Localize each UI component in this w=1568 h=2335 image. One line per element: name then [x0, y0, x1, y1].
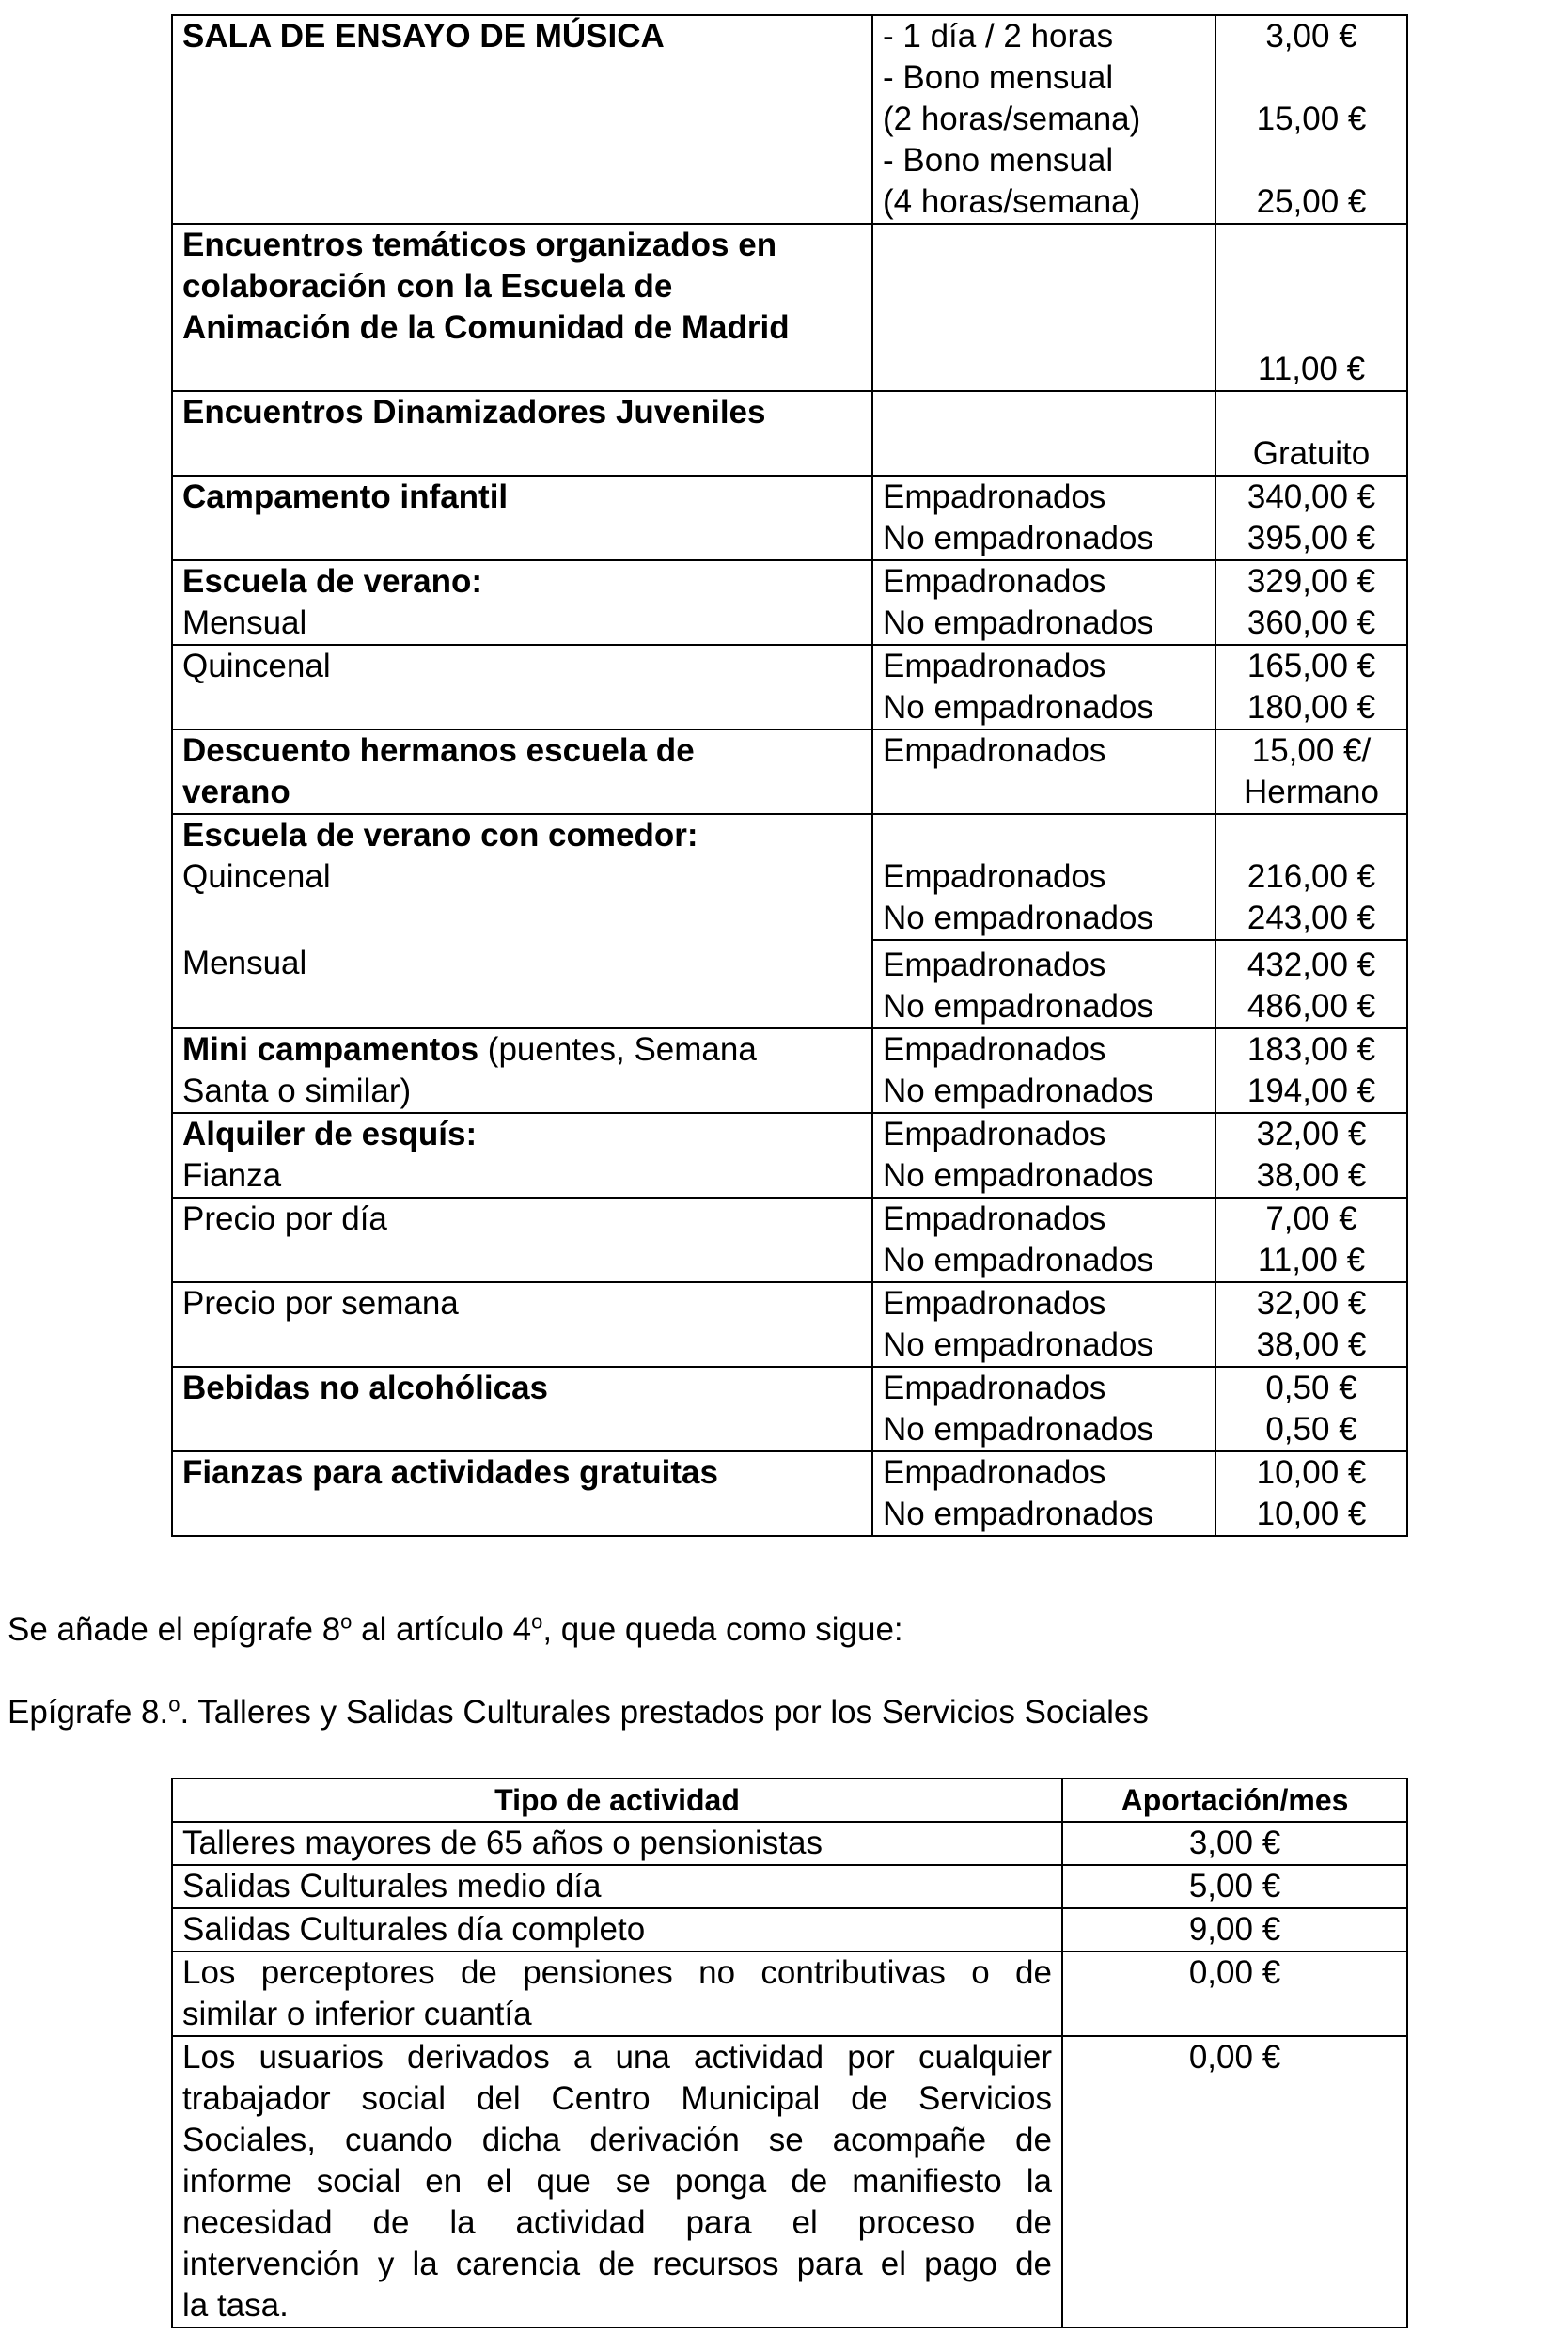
activity-cell: Los perceptores de pensiones no contributivas o de similar o inferior cuantía — [172, 1951, 1062, 2036]
activity-cell: Bebidas no alcohólicas — [172, 1367, 872, 1451]
condition-cell — [872, 391, 1215, 476]
table-row — [172, 1451, 1407, 1536]
amount-cell: 0,00 € — [1062, 1951, 1407, 2036]
condition-cell: Empadronados — [872, 729, 1215, 814]
condition-cell: Empadronados No empadronados — [872, 560, 1215, 645]
header-activity-type: Tipo de actividad — [172, 1779, 1062, 1822]
table-row — [172, 1908, 1407, 1951]
activity-cell: Mini campamentos (puentes, Semana Santa o similar) — [172, 1028, 872, 1113]
activity-cell: Los usuarios derivados a una actividad por cualquier trabajador social del Centro Municipal de Servicios Sociales, cuando dicha derivación se acompañe de informe social en el que se ponga de manifiesto la necesidad de la actividad para el proceso de intervención y la carencia de recursos para el pago de la tasa. — [172, 2036, 1062, 2327]
table-row — [172, 15, 1407, 224]
services-table — [171, 1778, 1408, 2328]
table-row — [172, 814, 1407, 1028]
table-row — [172, 645, 1407, 729]
price-cell: Gratuito — [1215, 391, 1407, 476]
amount-cell: 5,00 € — [1062, 1865, 1407, 1908]
table-row — [172, 560, 1407, 645]
table-row — [172, 1367, 1407, 1451]
condition-cell: Empadronados No empadronados — [872, 1367, 1215, 1451]
table-row — [172, 391, 1407, 476]
tariff-table — [171, 14, 1408, 1537]
activity-cell: Salidas Culturales día completo — [172, 1908, 1062, 1951]
activity-cell: Quincenal — [172, 645, 872, 729]
price-cell: 329,00 € 360,00 € — [1215, 560, 1407, 645]
price-cell: 7,00 € 11,00 € — [1215, 1198, 1407, 1282]
amount-cell: 9,00 € — [1062, 1908, 1407, 1951]
activity-cell: Escuela de verano: Mensual — [172, 560, 872, 645]
condition-cell: Empadronados No empadronados — [872, 1028, 1215, 1113]
activity-cell: Encuentros temáticos organizados en colaboración con la Escuela de Animación de la Comunidad de Madrid — [172, 224, 872, 391]
condition-cell: Empadronados No empadronados — [872, 645, 1215, 729]
table-row — [172, 1028, 1407, 1113]
activity-cell: Talleres mayores de 65 años o pensionistas — [172, 1822, 1062, 1865]
header-monthly-fee: Aportación/mes — [1062, 1779, 1407, 1822]
condition-cell: Empadronados No empadronados — [872, 476, 1215, 560]
table-header-row — [172, 1779, 1407, 1822]
price-cell: 183,00 € 194,00 € — [1215, 1028, 1407, 1113]
table-row — [172, 1951, 1407, 2036]
amendment-paragraph: Se añade el epígrafe 8$^o$ al artículo 4$^o$, que queda como sigue: — [8, 1609, 903, 1648]
activity-cell: SALA DE ENSAYO DE MÚSICA — [172, 15, 872, 224]
condition-cell: Empadronados No empadronados Empadronados No empadronados — [872, 814, 1215, 1028]
table-row — [172, 1198, 1407, 1282]
condition-cell: - 1 día / 2 horas - Bono mensual (2 horas/semana) - Bono mensual (4 horas/semana) — [872, 15, 1215, 224]
price-cell: 3,00 € 15,00 € 25,00 € — [1215, 15, 1407, 224]
condition-cell: Empadronados No empadronados — [872, 1451, 1215, 1536]
price-cell: 10,00 € 10,00 € — [1215, 1451, 1407, 1536]
price-cell: 11,00 € — [1215, 224, 1407, 391]
condition-cell: Empadronados No empadronados — [872, 1113, 1215, 1198]
table-row — [172, 1113, 1407, 1198]
activity-cell: Descuento hermanos escuela de verano — [172, 729, 872, 814]
table-row — [172, 2036, 1407, 2327]
activity-cell: Encuentros Dinamizadores Juveniles — [172, 391, 872, 476]
price-cell: 340,00 € 395,00 € — [1215, 476, 1407, 560]
price-cell: 32,00 € 38,00 € — [1215, 1113, 1407, 1198]
activity-cell: Campamento infantil — [172, 476, 872, 560]
activity-cell: Salidas Culturales medio día — [172, 1865, 1062, 1908]
condition-cell — [872, 224, 1215, 391]
activity-cell: Precio por día — [172, 1198, 872, 1282]
price-cell: 0,50 € 0,50 € — [1215, 1367, 1407, 1451]
amount-cell: 3,00 € — [1062, 1822, 1407, 1865]
table-row — [172, 729, 1407, 814]
price-cell: 15,00 €/ Hermano — [1215, 729, 1407, 814]
activity-cell: Escuela de verano con comedor: Quincenal Mensual — [172, 814, 872, 1028]
condition-cell: Empadronados No empadronados — [872, 1198, 1215, 1282]
table-row — [172, 1865, 1407, 1908]
table-row — [172, 1822, 1407, 1865]
amount-cell: 0,00 € — [1062, 2036, 1407, 2327]
price-cell: 165,00 € 180,00 € — [1215, 645, 1407, 729]
activity-cell: Alquiler de esquís: Fianza — [172, 1113, 872, 1198]
price-cell: 216,00 € 243,00 € 432,00 € 486,00 € — [1215, 814, 1407, 1028]
table-row — [172, 476, 1407, 560]
section-heading: Epígrafe 8.$^o$. Talleres y Salidas Culturales prestados por los Servicios Sociales — [8, 1692, 1149, 1731]
price-cell: 32,00 € 38,00 € — [1215, 1282, 1407, 1367]
table-row — [172, 224, 1407, 391]
activity-cell: Precio por semana — [172, 1282, 872, 1367]
activity-cell: Fianzas para actividades gratuitas — [172, 1451, 872, 1536]
condition-cell: Empadronados No empadronados — [872, 1282, 1215, 1367]
table-row — [172, 1282, 1407, 1367]
